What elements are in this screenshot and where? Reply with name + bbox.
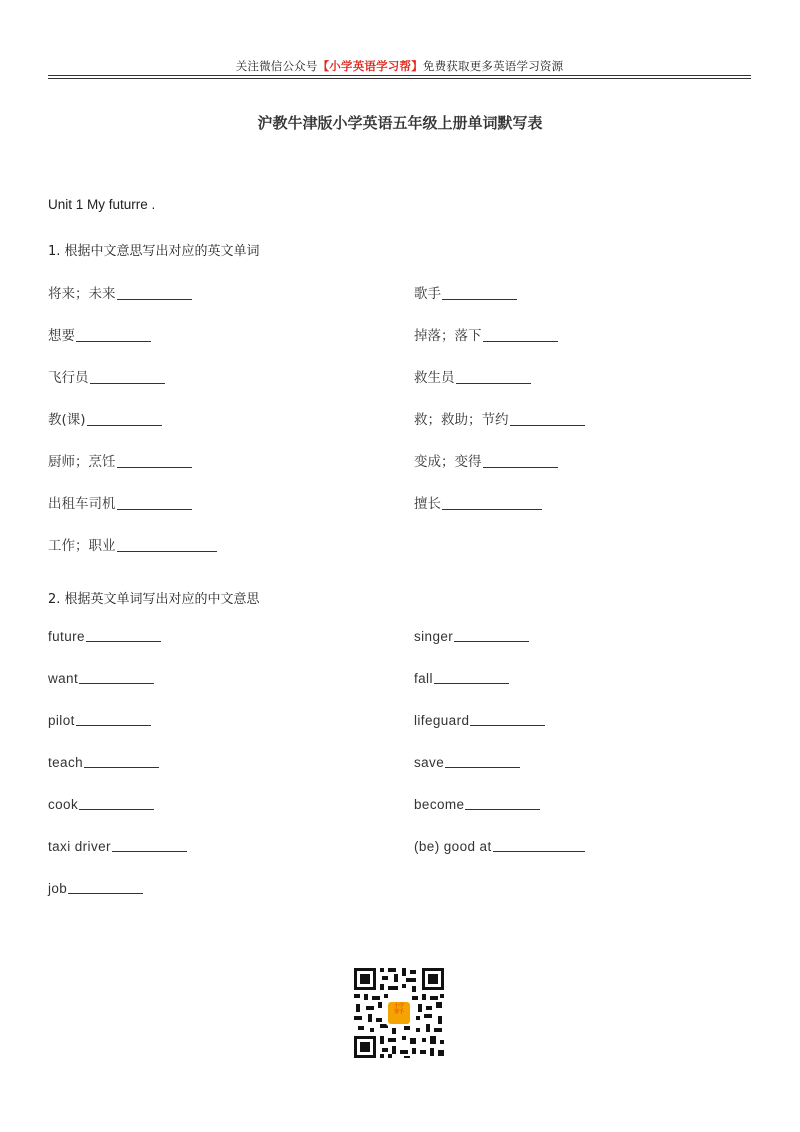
s2-left-item — [48, 629, 161, 644]
s1-left-label: 飞行员 — [48, 370, 89, 386]
s1-right-label: 擅长 — [414, 496, 441, 512]
answer-blank[interactable] — [465, 808, 540, 810]
s2-left-item — [48, 755, 159, 770]
answer-blank[interactable] — [510, 424, 585, 426]
header-rule-bottom — [48, 78, 751, 79]
answer-blank[interactable] — [117, 508, 192, 510]
s2-left-item — [48, 671, 154, 686]
s2-left-item — [48, 713, 151, 728]
s1-left-item — [48, 324, 151, 344]
answer-blank[interactable] — [90, 382, 165, 384]
answer-blank[interactable] — [454, 640, 529, 642]
s1-right-label: 救生员 — [414, 370, 455, 386]
s2-right-label: save — [414, 755, 445, 770]
s2-right-item — [414, 713, 545, 728]
answer-blank[interactable] — [445, 766, 520, 768]
answer-blank[interactable] — [493, 850, 585, 852]
s2-left-item — [48, 839, 187, 854]
s1-left-item — [48, 450, 192, 470]
s1-left-label: 教(课) — [48, 412, 86, 428]
header-text-after: 免费获取更多英语学习资源 — [422, 59, 564, 73]
header-text-before: 关注微信公众号 — [235, 59, 318, 73]
answer-blank[interactable] — [483, 340, 558, 342]
s2-right-item — [414, 629, 529, 644]
answer-blank[interactable] — [79, 808, 154, 810]
s2-left-label: want — [48, 671, 79, 686]
s1-right-item — [414, 282, 517, 302]
s1-left-label: 厨师；烹饪 — [48, 454, 116, 470]
s2-right-item — [414, 797, 540, 812]
s2-right-item — [414, 671, 509, 686]
answer-blank[interactable] — [483, 466, 558, 468]
answer-blank[interactable] — [76, 340, 151, 342]
s1-right-item — [414, 408, 585, 428]
header-highlight: 【小学英语学习帮】 — [317, 59, 423, 73]
answer-blank[interactable] — [84, 766, 159, 768]
answer-blank[interactable] — [117, 550, 217, 552]
answer-blank[interactable] — [112, 850, 187, 852]
s1-right-item — [414, 324, 558, 344]
answer-blank[interactable] — [456, 382, 531, 384]
answer-blank[interactable] — [117, 466, 192, 468]
section2-heading: 2. 根据英文单词写出对应的中文意思 — [48, 592, 260, 607]
s2-left-label: cook — [48, 797, 79, 812]
answer-blank[interactable] — [470, 724, 545, 726]
page-header — [48, 58, 751, 74]
document-title: 沪教牛津版小学英语五年级上册单词默写表 — [257, 114, 543, 132]
s2-left-label: taxi driver — [48, 839, 111, 854]
s1-left-label: 工作；职业 — [48, 538, 116, 554]
s1-left-label: 出租车司机 — [48, 496, 116, 512]
answer-blank[interactable] — [86, 640, 161, 642]
unit-heading: Unit 1 My futurre . — [48, 197, 156, 212]
s1-right-label: 变成；变得 — [414, 454, 482, 470]
s1-left-label: 想要 — [48, 328, 75, 344]
qr-logo-text: 小学 帮手 — [393, 1003, 404, 1015]
s1-right-label: 救；救助；节约 — [414, 412, 509, 428]
s2-left-label: teach — [48, 755, 84, 770]
s2-left-label: future — [48, 629, 85, 644]
answer-blank[interactable] — [117, 298, 192, 300]
answer-blank[interactable] — [434, 682, 509, 684]
s1-right-item — [414, 492, 542, 512]
s1-left-item — [48, 366, 165, 386]
header-rule-top — [48, 75, 751, 76]
s1-left-item — [48, 492, 192, 512]
s2-right-label: lifeguard — [414, 713, 470, 728]
s1-right-item — [414, 450, 558, 470]
s1-right-label: 歌手 — [414, 286, 441, 302]
s2-right-label: singer — [414, 629, 454, 644]
answer-blank[interactable] — [442, 298, 517, 300]
answer-blank[interactable] — [87, 424, 162, 426]
answer-blank[interactable] — [76, 724, 151, 726]
answer-blank[interactable] — [68, 892, 143, 894]
section1-heading: 1. 根据中文意思写出对应的英文单词 — [48, 244, 260, 259]
s2-left-item — [48, 797, 154, 812]
answer-blank[interactable] — [442, 508, 542, 510]
s2-left-label: pilot — [48, 713, 75, 728]
s1-left-label: 将来；未来 — [48, 286, 116, 302]
s2-right-item — [414, 755, 520, 770]
s2-left-label: job — [48, 881, 68, 896]
s2-right-item — [414, 839, 585, 854]
s2-right-label: fall — [414, 671, 433, 686]
s1-left-item — [48, 408, 162, 428]
s2-right-label: become — [414, 797, 465, 812]
s1-right-item — [414, 366, 531, 386]
answer-blank[interactable] — [79, 682, 154, 684]
s1-left-item — [48, 282, 192, 302]
s1-right-label: 掉落；落下 — [414, 328, 482, 344]
s1-left-item — [48, 534, 217, 554]
s2-left-item — [48, 881, 143, 896]
s2-right-label: (be) good at — [414, 839, 492, 854]
